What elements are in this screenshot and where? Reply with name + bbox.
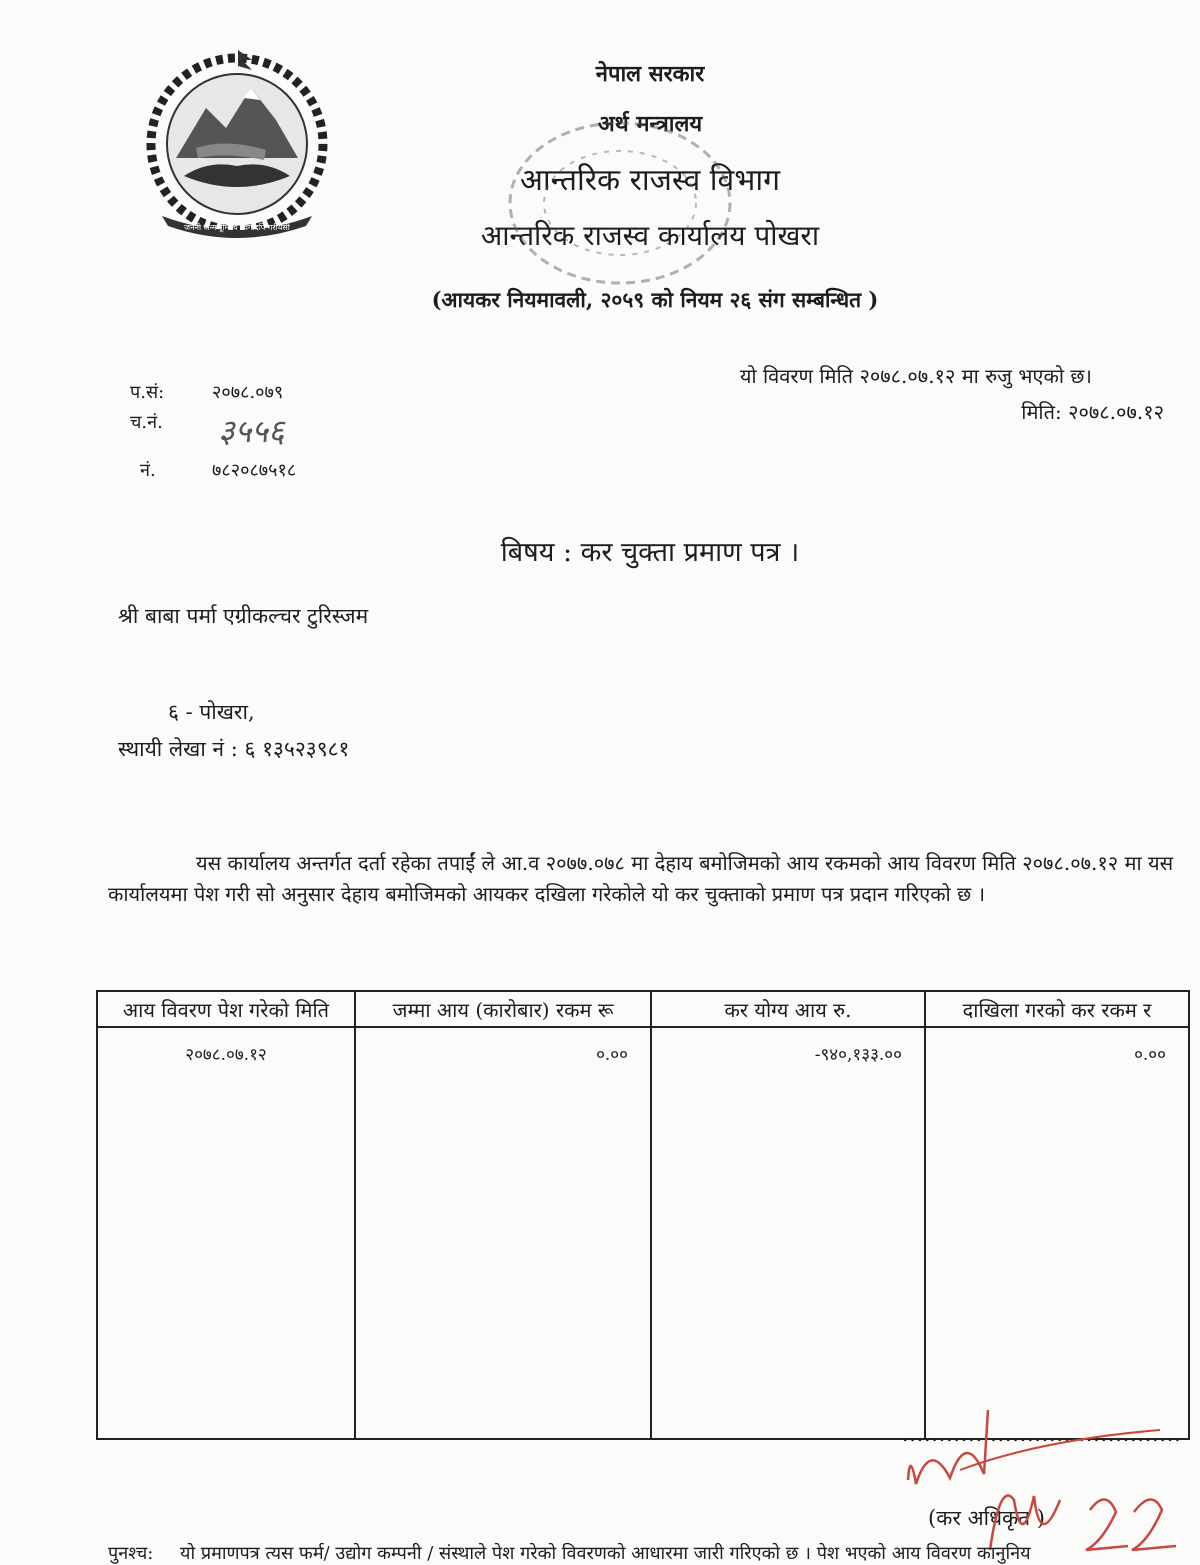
body-paragraph [108, 848, 1178, 910]
addressee-address: ६ - पोखरा, [168, 700, 255, 724]
office-stamp-icon [500, 108, 740, 298]
cell-taxable-income: -९४०,१३३.०० [651, 1027, 925, 1439]
ps-value: २०७८.०७९ [212, 382, 284, 403]
chn-label: च.नं. [130, 412, 163, 433]
rule-reference: (आयकर नियमावली, २०५९ को नियम २६ संग सम्बन्धित ) [431, 287, 879, 312]
tax-table [96, 990, 1190, 1440]
emblem-motto: जननी जन्मभूमिश्च स्वर्गादपि गरीयसी [184, 223, 290, 232]
ps-label: प.सं: [130, 382, 165, 403]
footer-label: पुनश्च: [108, 1543, 154, 1564]
chn-value: ३५५६ [218, 412, 285, 450]
subject-line: बिषय : कर चुक्ता प्रमाण पत्र । [500, 537, 800, 568]
pan-number: स्थायी लेखा नं : ६ १३५२३९८१ [118, 737, 350, 761]
table-row [97, 1027, 1189, 1439]
no-label: नं. [140, 460, 156, 481]
col-header-taxable-income: कर योग्य आय रु. [651, 991, 925, 1027]
addressee-name: श्री बाबा पर्मा एग्रीकल्चर टुरिस्जम [118, 604, 369, 628]
cell-tax-paid: ०.०० [925, 1027, 1189, 1439]
col-header-submission-date: आय विवरण पेश गरेको मिति [97, 991, 355, 1027]
officer-title: (कर अधिकृत ) [928, 1506, 1045, 1530]
government-name: नेपाल सरकार [595, 61, 705, 87]
cell-total-income: ०.०० [355, 1027, 651, 1439]
footer-text: यो प्रमाणपत्र त्यस फर्म/ उद्योग कम्पनी / संस्थाले पेश गरेको विवरणको आधारमा जारी गरिएको छ । पेश भएको आय विवरण कानुनिय [180, 1543, 1031, 1564]
cell-submission-date: २०७८.०७.१२ [97, 1027, 355, 1439]
handwritten-chn-number [210, 406, 360, 454]
handwritten-signature-icon [890, 1400, 1190, 1563]
body-text: यस कार्यालय अन्तर्गत दर्ता रहेका तपाईं ले आ.व २०७७.०७८ मा देहाय बमोजिमको आय रकमको आय विवरण मिति २०७८.०७.१२ मा यस कार्यालयमा पेश गरी सो अनुसार देहाय बमोजिमको आयकर दखिला गरेकोले यो कर चुक्ताको प्रमाण पत्र प्रदान गरिएको छ । [108, 851, 1174, 906]
ministry-name: अर्थ मन्त्रालय [597, 111, 703, 137]
issue-date: मिति: २०७८.०७.१२ [1021, 400, 1164, 424]
verified-note: यो विवरण मिति २०७८.०७.१२ मा रुजु भएको छ। [739, 364, 1092, 388]
footer-note [108, 1541, 1200, 1565]
col-header-total-income: जम्मा आय (कारोबार) रकम रू [355, 991, 651, 1027]
no-value: ७८२०८७५१८ [212, 460, 297, 481]
office-name: आन्तरिक राजस्व कार्यालय पोखरा [480, 219, 820, 252]
department-name: आन्तरिक राजस्व विभाग [519, 163, 780, 198]
col-header-tax-paid: दाखिला गरको कर रकम र [925, 991, 1189, 1027]
signature-line: ...................................... [902, 1422, 1182, 1446]
